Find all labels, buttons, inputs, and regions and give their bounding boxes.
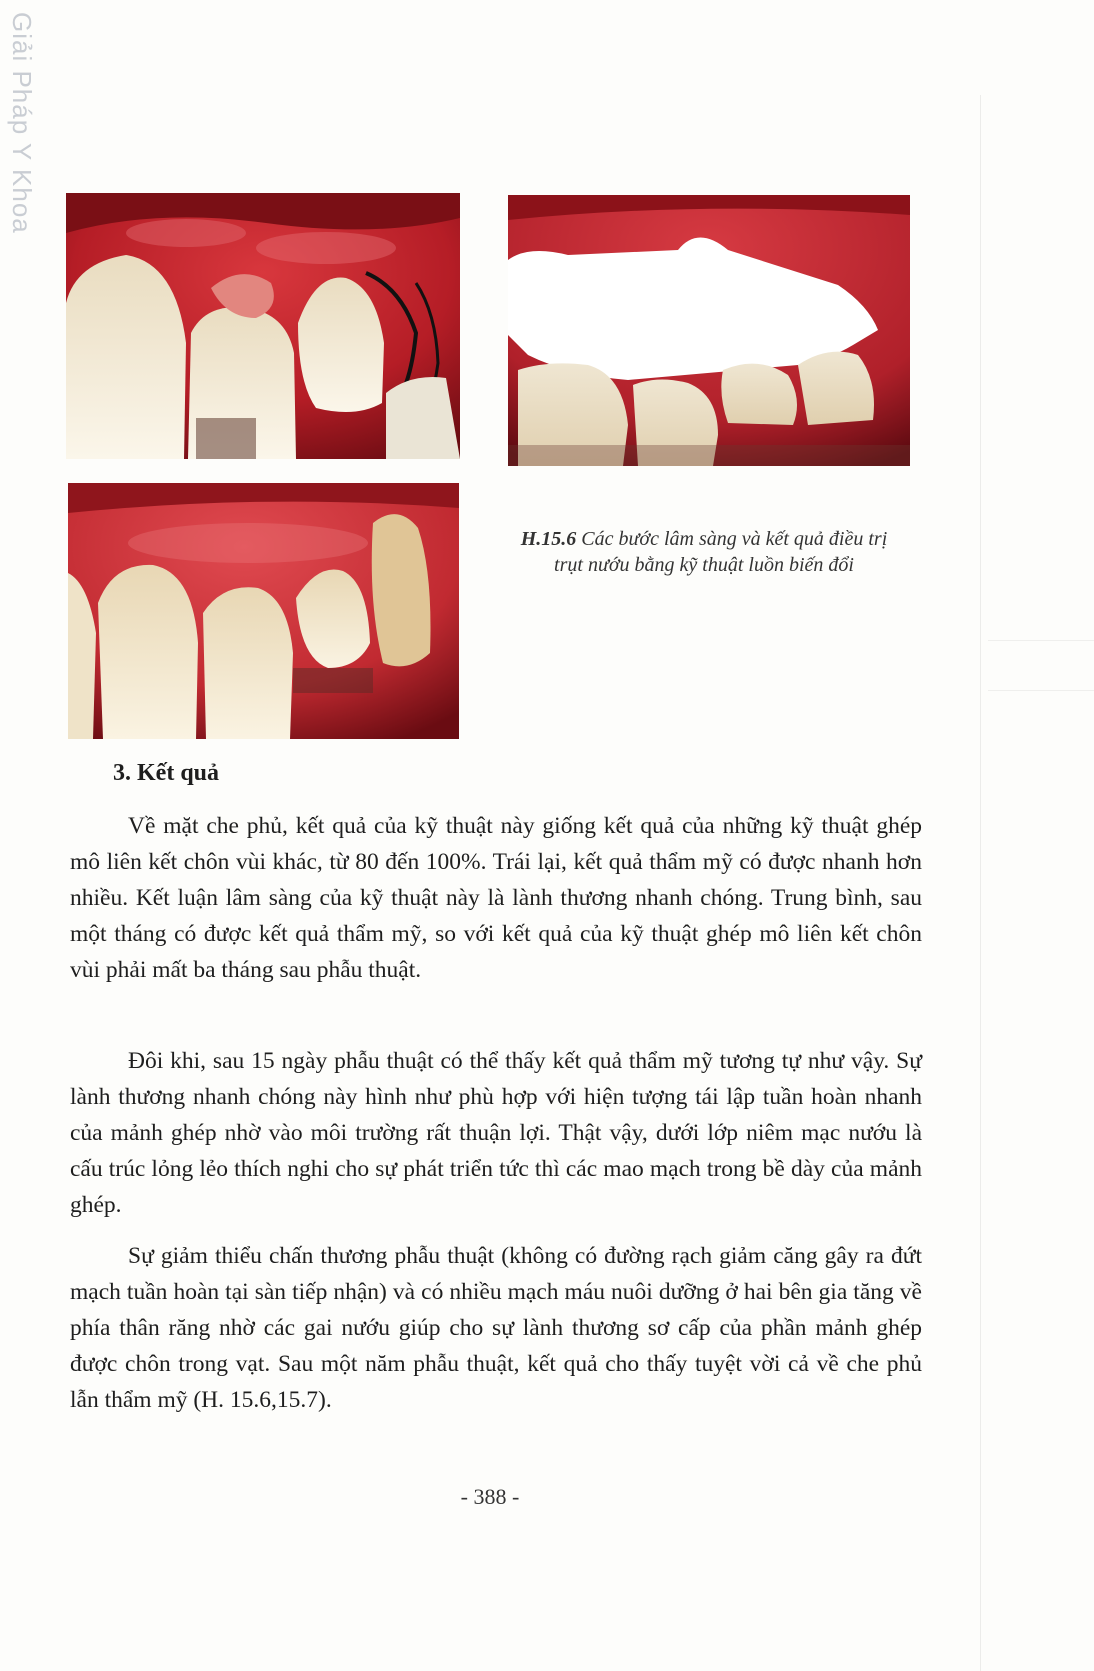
figure-caption <box>518 526 890 578</box>
figure-number: H.15.6 <box>520 528 577 550</box>
figure-caption-text: Các bước lâm sàng và kết quả điều trị trụt nướu bằng kỹ thuật luồn biến đổi <box>554 528 888 576</box>
paragraph: Đôi khi, sau 15 ngày phẫu thuật có thể thấy kết quả thẩm mỹ tương tự như vậy. Sự lành thương nhanh chóng này hình như phù hợp với hiện tượng tái lập tuần hoàn nhanh của mảnh ghép nhờ vào môi trường rất thuận lợi. Thật vậy, dưới lớp niêm mạc nướu là cấu trúc lỏng lẻo thích nghi cho sự phát triển tức thì các mao mạch trong bề dày của mảnh ghép. <box>70 1048 922 1218</box>
page-edge-shadow <box>980 95 981 1671</box>
page-number: - 388 - <box>460 1484 520 1509</box>
gum-graft-image <box>66 193 460 459</box>
paragraph: Về mặt che phủ, kết quả của kỹ thuật này giống kết quả của những kỹ thuật ghép mô liên kết chôn vùi khác, từ 80 đến 100%. Trái lại, kết quả thẩm mỹ có được nhanh hơn nhiều. Kết luận lâm sàng của kỹ thuật này là lành thương nhanh chóng. Trung bình, sau một tháng có được kết quả thẩm mỹ, so với kết quả của kỹ thuật ghép mô liên kết chôn vùi phải mất ba tháng sau phẫu thuật. <box>70 813 922 983</box>
paragraph: Sự giảm thiểu chấn thương phẫu thuật (không có đường rạch giảm căng gây ra đứt mạch tuần hoàn tại sàn tiếp nhận) và có nhiều mạch máu nuôi dưỡng ở hai bên gia tăng về phía thân răng nhờ các gai nướu giúp cho sự lành thương sơ cấp của phần mảnh ghép được chôn trong vạt. Sau một năm phẫu thuật, kết quả cho thấy tuyệt vời cả về che phủ lẫn thẩm mỹ (H. 15.6,15.7). <box>70 1243 922 1413</box>
healed-gum-image <box>68 483 459 739</box>
watermark: Giải Pháp Y Khoa <box>7 12 37 234</box>
clinical-photo-1 <box>66 193 460 459</box>
page-edge-mark <box>988 690 1094 691</box>
section-heading: 3. Kết quả <box>113 760 220 786</box>
retracted-teeth-image <box>508 195 910 466</box>
clinical-photo-3 <box>68 483 459 739</box>
page-edge-mark <box>988 640 1094 641</box>
clinical-photo-2 <box>508 195 910 466</box>
